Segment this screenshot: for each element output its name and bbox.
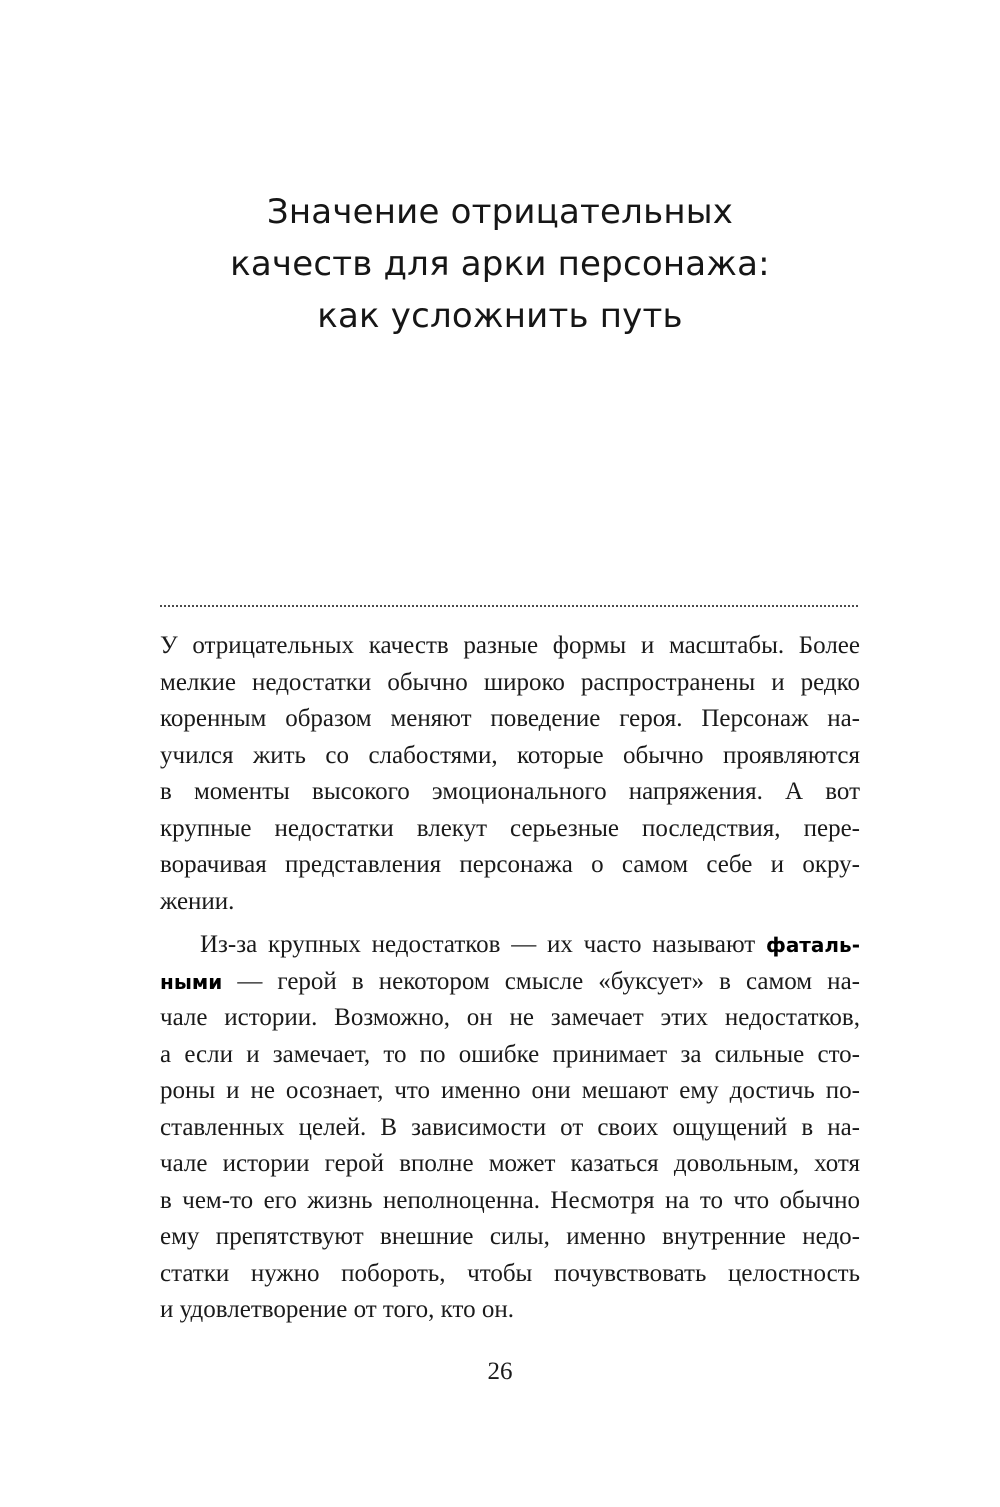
text-line: чале истории герой вполне может казаться довольным, хотя [160,1150,860,1177]
text-line-with-term [160,927,860,964]
text-line: чале истории. Возможно, он не замечает этих недостатков, [160,1004,860,1031]
paragraph-2 [160,927,860,1329]
text-line: и удовлетворение от того, кто он. [160,1296,514,1323]
paragraph-1 [160,628,860,920]
text-line-with-term [160,964,860,1001]
text-line: У отрицательных качеств разные формы и масштабы. Более [160,632,860,659]
chapter-title [100,186,900,342]
page-number: 26 [487,1358,513,1385]
text-line: а если и замечает, то по ошибке принимает за сильные сто- [160,1040,860,1068]
chapter-title-line: Значение отрицательных [266,192,734,232]
chapter-title-line: как усложнить путь [317,296,683,336]
text-line: статки нужно побороть, чтобы почувствовать целостность [160,1259,860,1287]
text-segment: — герой в некотором смысле «буксует» в самом на- [222,967,860,995]
text-line: роны и не осознает, что именно они мешают ему достичь по- [160,1077,860,1104]
dotted-divider [160,605,858,607]
text-line: ставленных целей. В зависимости от своих ощущений в на- [160,1113,860,1141]
bold-term-part-2: ными [160,969,223,994]
text-line: крупные недостатки влекут серьезные последствия, пере- [160,814,860,842]
text-line: коренным образом меняют поведение героя. Персонаж на- [160,705,860,732]
text-line: ворачивая представления персонажа о самом себе и окру- [160,851,860,878]
text-segment: Из-за крупных недостатков — их часто называют [200,931,766,958]
bold-term-part-1: фаталь- [765,933,860,957]
text-line: в моменты высокого эмоционального напряжения. А вот [160,778,860,805]
text-line: мелкие недостатки обычно широко распространены и редко [160,668,860,696]
text-line: жении. [160,887,235,915]
text-line: учился жить со слабостями, которые обычно проявляются [160,741,860,769]
text-line: ему препятствуют внешние силы, именно внутренние недо- [160,1223,860,1250]
chapter-title-line: качеств для арки персонажа: [230,244,770,284]
body-text [160,628,860,1329]
text-line: в чем-то его жизнь неполноценна. Несмотря на то что обычно [160,1186,860,1214]
